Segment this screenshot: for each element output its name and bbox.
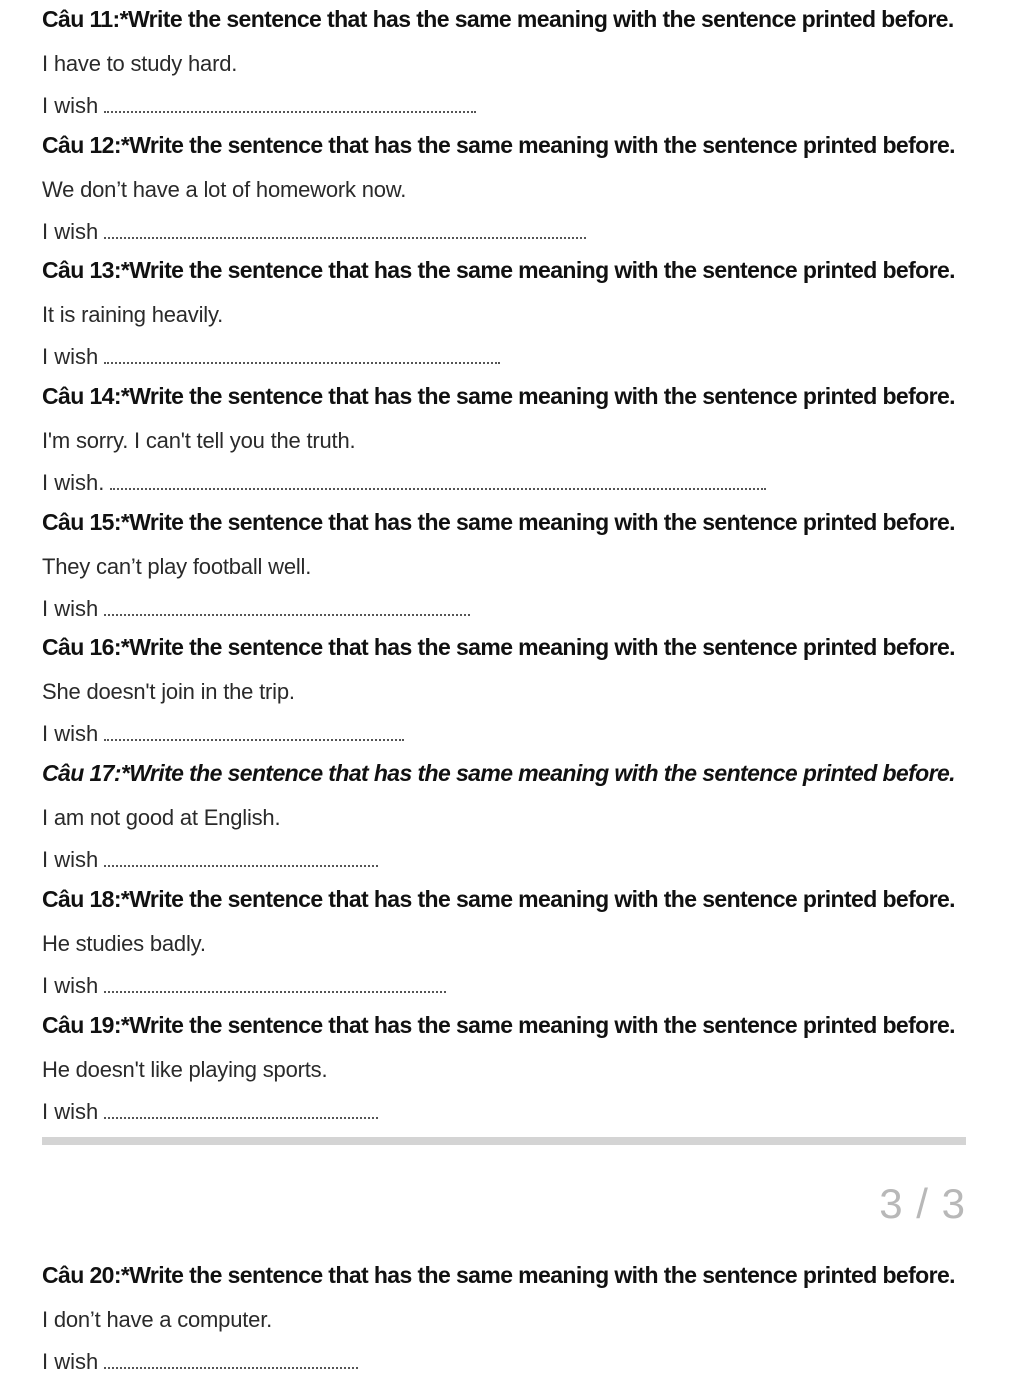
answer-blank[interactable] — [104, 1101, 378, 1119]
answer-row — [42, 219, 586, 245]
question-12 — [42, 126, 972, 252]
answer-prompt: I wish — [42, 93, 99, 118]
worksheet-page-3 — [42, 1256, 972, 1382]
question-18 — [42, 880, 972, 1006]
page-indicator: 3 / 3 — [879, 1180, 966, 1227]
answer-row — [42, 1099, 378, 1125]
question-title: Câu 12:*Write the sentence that has the same meaning with the sentence printed before. — [42, 131, 955, 158]
question-sentence: I have to study hard. — [42, 51, 238, 76]
question-title: Câu 11:*Write the sentence that has the same meaning with the sentence printed before. — [42, 6, 954, 32]
question-title: Câu 19:*Write the sentence that has the same meaning with the sentence printed before. — [42, 1011, 955, 1038]
question-13 — [42, 251, 972, 377]
answer-prompt: I wish — [42, 972, 99, 998]
page-separator — [42, 1137, 966, 1145]
worksheet-page-2 — [42, 0, 972, 1131]
question-title: Câu 16:*Write the sentence that has the same meaning with the sentence printed before. — [42, 634, 955, 661]
answer-prompt: I wish — [42, 847, 99, 873]
answer-row — [42, 596, 470, 622]
answer-prompt: I wish. — [42, 470, 105, 496]
answer-blank[interactable] — [104, 849, 378, 867]
question-11 — [42, 0, 972, 126]
answer-blank[interactable] — [110, 472, 766, 490]
question-sentence: He doesn't like playing sports. — [42, 1056, 328, 1082]
answer-row — [42, 847, 378, 873]
answer-blank[interactable] — [104, 95, 476, 113]
answer-row — [42, 721, 404, 747]
answer-row — [42, 93, 476, 119]
question-16 — [42, 628, 972, 754]
answer-blank[interactable] — [104, 723, 404, 741]
question-title: Câu 20:*Write the sentence that has the same meaning with the sentence printed before. — [42, 1262, 955, 1288]
answer-blank[interactable] — [104, 346, 500, 364]
answer-blank[interactable] — [104, 221, 586, 239]
answer-prompt: I wish — [42, 1349, 99, 1374]
question-title: Câu 13:*Write the sentence that has the same meaning with the sentence printed before. — [42, 257, 955, 284]
answer-prompt: I wish — [42, 218, 99, 244]
question-sentence: He studies badly. — [42, 930, 206, 956]
question-sentence: I am not good at English. — [42, 805, 281, 831]
answer-blank[interactable] — [104, 1351, 358, 1369]
question-title: Câu 15:*Write the sentence that has the same meaning with the sentence printed before. — [42, 508, 955, 535]
question-sentence: We don’t have a lot of homework now. — [42, 176, 407, 202]
question-19 — [42, 1006, 972, 1132]
answer-blank[interactable] — [104, 598, 470, 616]
question-sentence: I'm sorry. I can't tell you the truth. — [42, 428, 356, 454]
answer-row — [42, 973, 446, 999]
question-17 — [42, 754, 972, 880]
answer-prompt: I wish — [42, 1098, 99, 1124]
question-title: Câu 17:*Write the sentence that has the same meaning with the sentence printed before. — [42, 760, 955, 787]
answer-row — [42, 1349, 358, 1375]
question-20 — [42, 1256, 972, 1382]
answer-blank[interactable] — [104, 975, 446, 993]
answer-prompt: I wish — [42, 721, 99, 747]
answer-prompt: I wish — [42, 595, 99, 621]
answer-row — [42, 470, 766, 496]
question-sentence: She doesn't join in the trip. — [42, 679, 295, 705]
question-title: Câu 14:*Write the sentence that has the same meaning with the sentence printed before. — [42, 383, 955, 410]
answer-prompt: I wish — [42, 344, 99, 370]
question-sentence: They can’t play football well. — [42, 553, 312, 579]
question-14 — [42, 377, 972, 503]
question-sentence: I don’t have a computer. — [42, 1307, 273, 1332]
question-15 — [42, 503, 972, 629]
answer-row — [42, 344, 500, 370]
question-title: Câu 18:*Write the sentence that has the same meaning with the sentence printed before. — [42, 885, 955, 912]
question-sentence: It is raining heavily. — [42, 302, 224, 328]
